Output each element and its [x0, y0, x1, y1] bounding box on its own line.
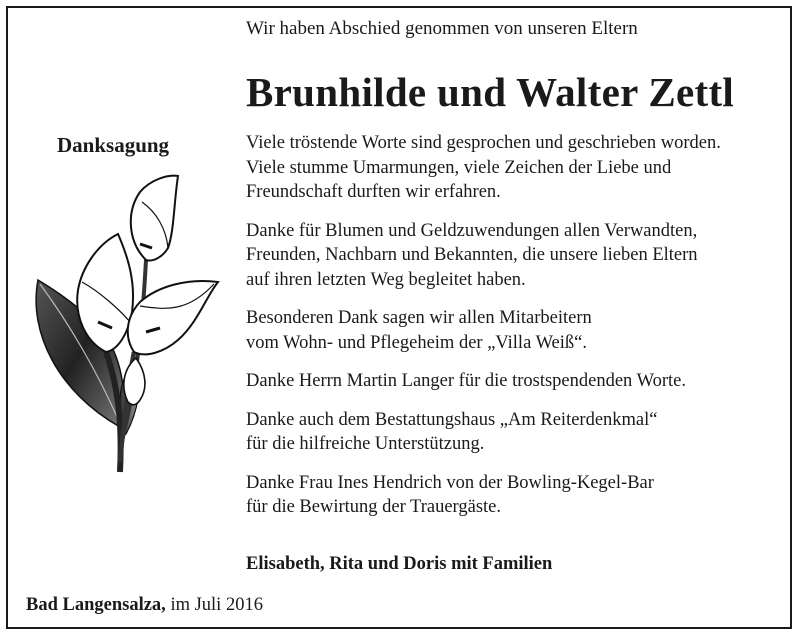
paragraph	[246, 471, 786, 520]
paragraph-line: Danke Frau Ines Hendrich von der Bowling-Kegel-Bar	[246, 472, 654, 493]
paragraph-line: Viele stumme Umarmungen, viele Zeichen der Liebe und	[246, 157, 672, 178]
paragraph-line: Danke auch dem Bestattungshaus „Am Reiterdenkmal“	[246, 409, 658, 430]
paragraph-line: Freunden, Nachbarn und Bekannten, die unsere lieben Eltern	[246, 245, 698, 265]
date: im Juli 2016	[170, 595, 263, 615]
paragraph	[246, 131, 786, 205]
paragraph-line: auf ihren letzten Weg begleitet haben.	[246, 269, 526, 290]
paragraph-line: vom Wohn- und Pflegeheim der „Villa Weiß“.	[246, 332, 587, 353]
thanks-text	[246, 131, 786, 534]
paragraph	[246, 408, 786, 457]
paragraph	[246, 219, 786, 293]
signers: Elisabeth, Rita und Doris mit Familien	[246, 554, 553, 574]
intro-line: Wir haben Abschied genommen von unseren Eltern	[246, 18, 638, 39]
paragraph-line: Besonderen Dank sagen wir allen Mitarbeitern	[246, 308, 592, 328]
danksagung-heading: Danksagung	[57, 133, 170, 157]
place-date	[26, 595, 263, 616]
place: Bad Langensalza,	[26, 595, 166, 615]
paragraph-line: für die Bewirtung der Trauergäste.	[246, 497, 502, 517]
paragraph-line: für die hilfreiche Unterstützung.	[246, 434, 485, 454]
paragraph	[246, 369, 786, 394]
paragraph-line: Danke Herrn Martin Langer für die trostspendenden Worte.	[246, 371, 686, 391]
paragraph	[246, 306, 786, 355]
paragraph-line: Viele tröstende Worte sind gesprochen und geschrieben worden.	[246, 133, 721, 153]
paragraph-line: Freundschaft durften wir erfahren.	[246, 182, 501, 202]
deceased-names: Brunhilde und Walter Zettl	[246, 69, 735, 115]
paragraph-line: Danke für Blumen und Geldzuwendungen allen Verwandten,	[246, 220, 698, 241]
calla-lily-illustration	[28, 172, 228, 480]
